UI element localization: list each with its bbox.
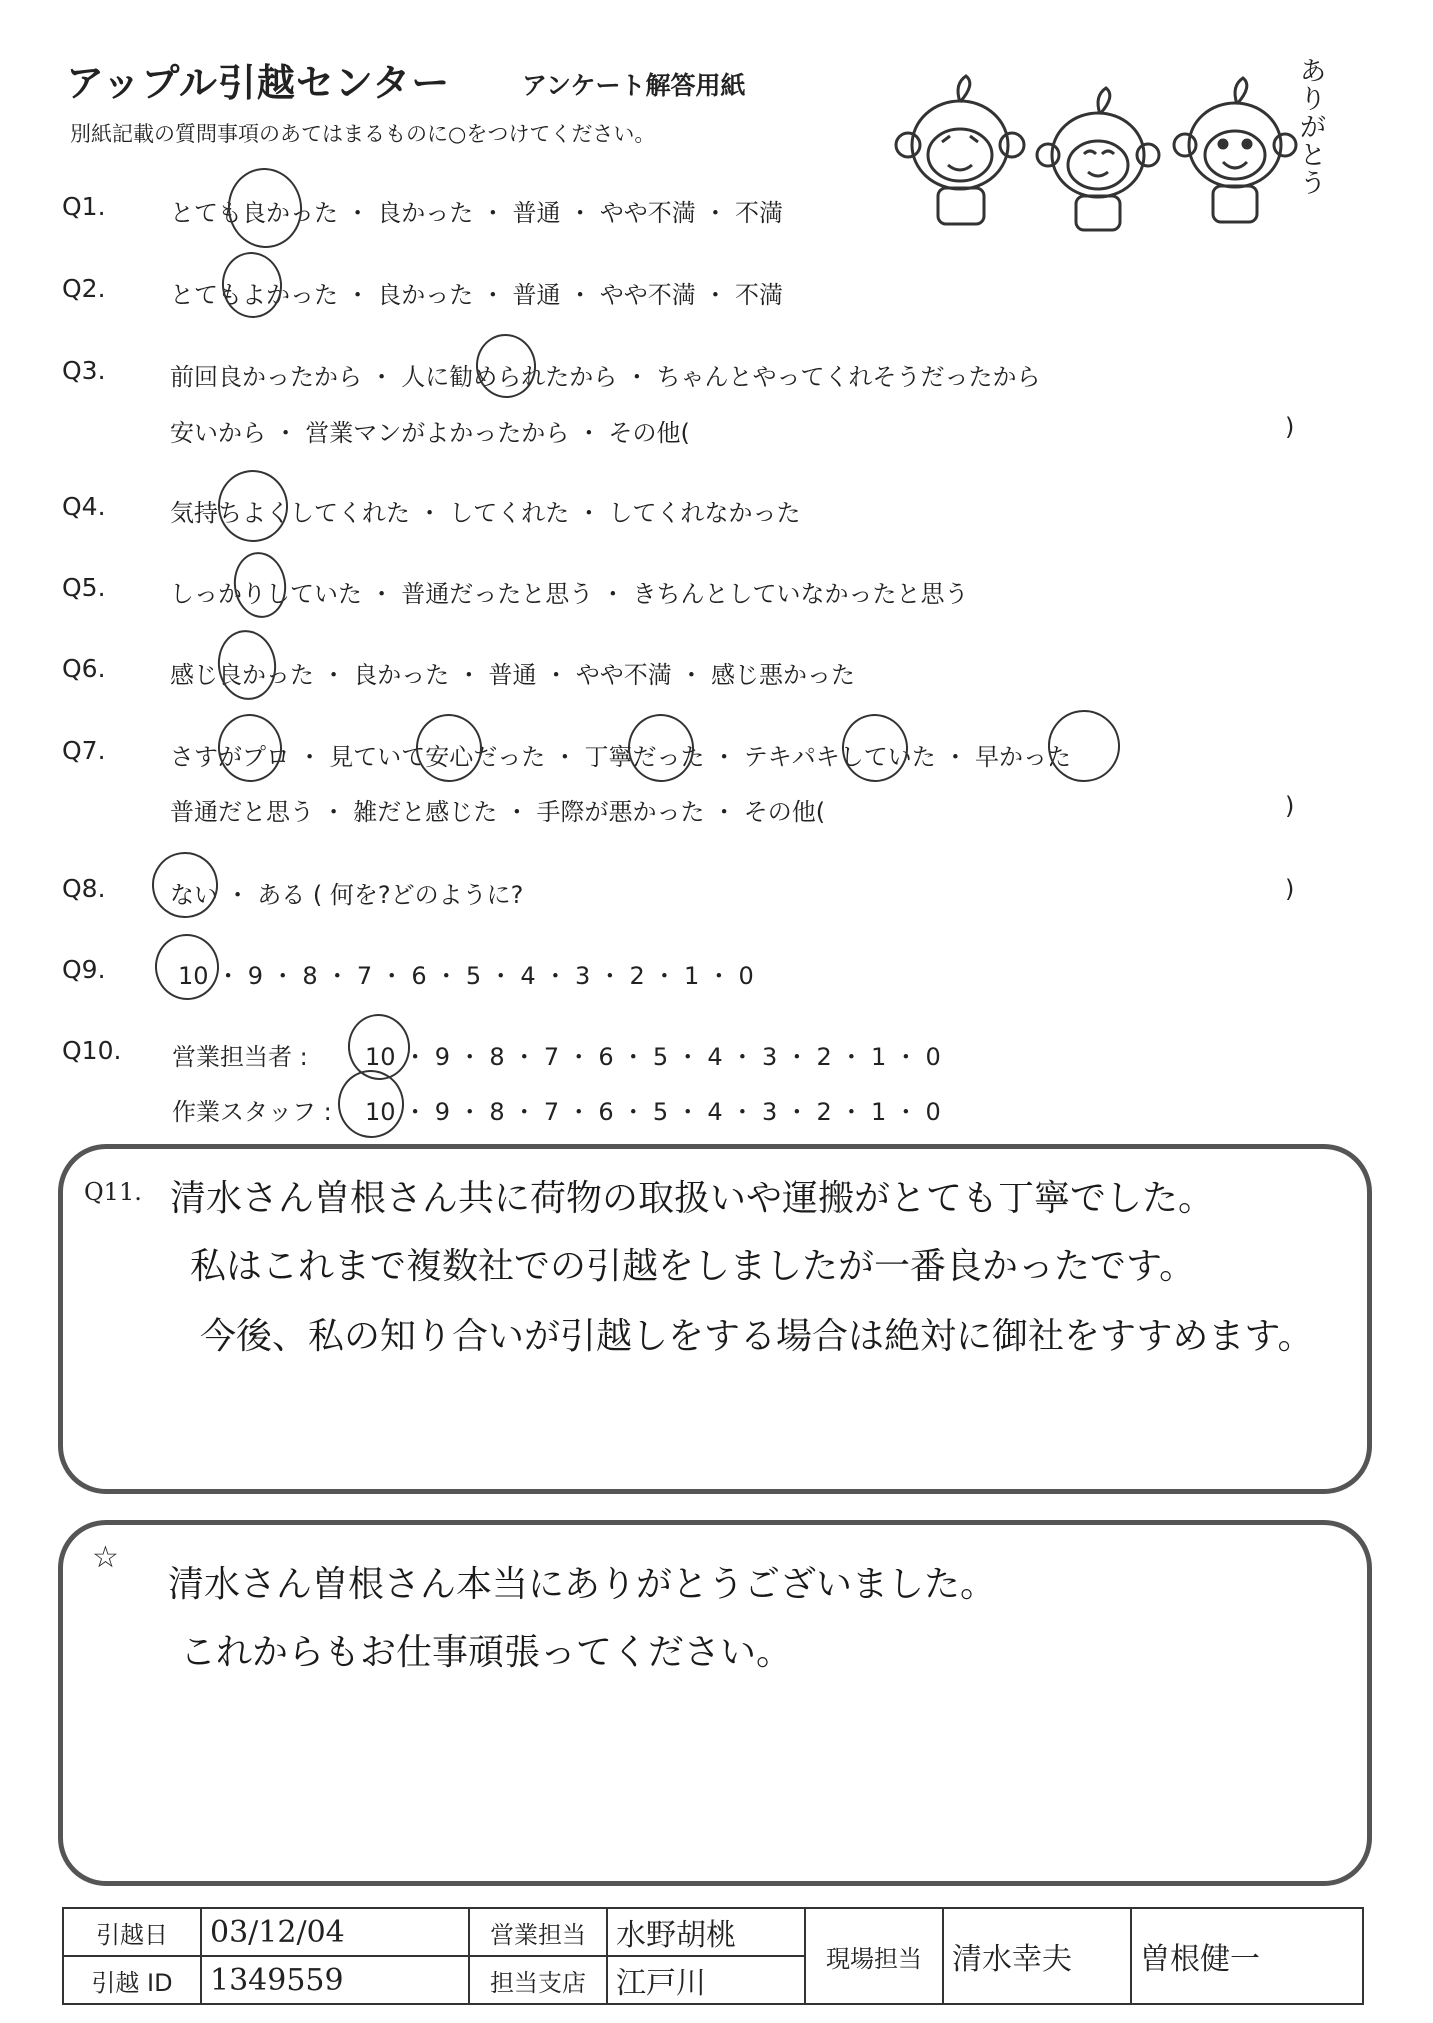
q5-answer-circle: [230, 549, 291, 622]
move-id-value: 1349559: [201, 1956, 469, 2004]
footer-info-table: [62, 1907, 1364, 2005]
q6-answer-circle: [213, 626, 280, 703]
q7-answer-circle-1: [214, 710, 287, 786]
star-icon: ☆: [92, 1540, 119, 1575]
mascot-illustration: [880, 50, 1350, 240]
q10-label: Q10.: [62, 1036, 122, 1065]
instructions-text: 別紙記載の質問事項のあてはまるものに○をつけてください。: [70, 122, 656, 146]
branch-value: 江戸川: [607, 1956, 805, 2004]
q3-label: Q3.: [62, 356, 106, 385]
move-date-value: 03/12/04: [201, 1908, 469, 1956]
move-date-label: 引越日: [63, 1908, 201, 1956]
q8-close-paren: ): [1285, 875, 1295, 903]
q10-sales-label: 営業担当者 :: [172, 1043, 308, 1071]
q9-answer-circle: [151, 930, 224, 1004]
q7-answer-circle-5: [1043, 705, 1124, 786]
q6-options[interactable]: 感じ良かった ・ 良かった ・ 普通 ・ やや不満 ・ 感じ悪かった: [170, 661, 856, 689]
site-staff-2: 曽根健一: [1131, 1908, 1363, 2004]
q10-staff-answer-circle: [334, 1066, 409, 1143]
q7-options-line1[interactable]: さすがプロ ・ 見ていて安心だった ・ 丁寧だった ・ テキパキしていた ・ 早かった: [170, 743, 1072, 771]
q3-options-line1[interactable]: 前回良かったから ・ 人に勧められたから ・ ちゃんとやってくれそうだったから: [170, 363, 1041, 391]
q3-close-paren: ): [1285, 413, 1295, 441]
q11-comment-line-2: 私はこれまで複数社での引越をしましたが一番良かったです。: [190, 1246, 1196, 1287]
q3-options-line2[interactable]: 安いから ・ 営業マンがよかったから ・ その他(: [170, 419, 690, 447]
q5-options[interactable]: しっかりしていた ・ 普通だったと思う ・ きちんとしていなかったと思う: [170, 580, 969, 608]
mascot-caption: ありがとう: [1300, 57, 1327, 199]
q4-answer-circle: [213, 465, 292, 546]
q7-options-line2[interactable]: 普通だと思う ・ 雑だと感じた ・ 手際が悪かった ・ その他(: [170, 798, 826, 826]
q1-label: Q1.: [62, 192, 106, 221]
q11-label: Q11.: [84, 1178, 142, 1206]
q8-label: Q8.: [62, 874, 106, 903]
q10-staff-scale[interactable]: 10 ・ 9 ・ 8 ・ 7 ・ 6 ・ 5 ・ 4 ・ 3 ・ 2 ・ 1 ・ 0: [365, 1098, 941, 1126]
q4-label: Q4.: [62, 492, 106, 521]
form-subtitle: アンケート解答用紙: [522, 71, 746, 100]
q9-scale[interactable]: 10 ・ 9 ・ 8 ・ 7 ・ 6 ・ 5 ・ 4 ・ 3 ・ 2 ・ 1 ・ 0: [178, 962, 754, 990]
q11-comment-line-1: 清水さん曽根さん共に荷物の取扱いや運搬がとても丁寧でした。: [170, 1178, 1215, 1219]
q5-label: Q5.: [62, 573, 106, 602]
q7-close-paren: ): [1285, 792, 1295, 820]
q10-staff-label: 作業スタッフ :: [172, 1098, 332, 1126]
company-title: アップル引越センター: [66, 61, 451, 105]
q9-label: Q9.: [62, 955, 106, 984]
q2-answer-circle: [218, 248, 287, 322]
branch-label: 担当支店: [469, 1956, 607, 2004]
q4-options[interactable]: 気持ちよくしてくれた ・ してくれた ・ してくれなかった: [170, 499, 801, 527]
q8-options[interactable]: ない ・ ある ( 何を?どのように?: [170, 881, 524, 909]
sales-rep-value: 水野胡桃: [607, 1908, 805, 1956]
sales-rep-label: 営業担当: [469, 1908, 607, 1956]
q8-answer-circle: [148, 848, 223, 923]
q7-answer-circle-4: [838, 710, 913, 787]
site-staff-1: 清水幸夫: [943, 1908, 1131, 2004]
q2-label: Q2.: [62, 274, 106, 303]
q6-label: Q6.: [62, 654, 106, 683]
q11-comment-line-3: 今後、私の知り合いが引越しをする場合は絶対に御社をすすめます。: [200, 1316, 1314, 1357]
q2-options[interactable]: とてもよかった ・ 良かった ・ 普通 ・ やや不満 ・ 不満: [170, 281, 784, 309]
q1-options[interactable]: とても良かった ・ 良かった ・ 普通 ・ やや不満 ・ 不満: [170, 199, 784, 227]
site-staff-label: 現場担当: [805, 1908, 943, 2004]
message-line-1: 清水さん曽根さん本当にありがとうございました。: [168, 1564, 997, 1605]
q10-sales-scale[interactable]: 10 ・ 9 ・ 8 ・ 7 ・ 6 ・ 5 ・ 4 ・ 3 ・ 2 ・ 1 ・ 0: [365, 1043, 941, 1071]
move-id-label: 引越 ID: [63, 1956, 201, 2004]
message-line-2: これからもお仕事頑張ってください。: [180, 1632, 793, 1673]
q7-answer-circle-2: [412, 710, 487, 787]
q1-answer-circle: [223, 163, 307, 253]
q7-label: Q7.: [62, 736, 106, 765]
q7-answer-circle-3: [624, 710, 699, 787]
